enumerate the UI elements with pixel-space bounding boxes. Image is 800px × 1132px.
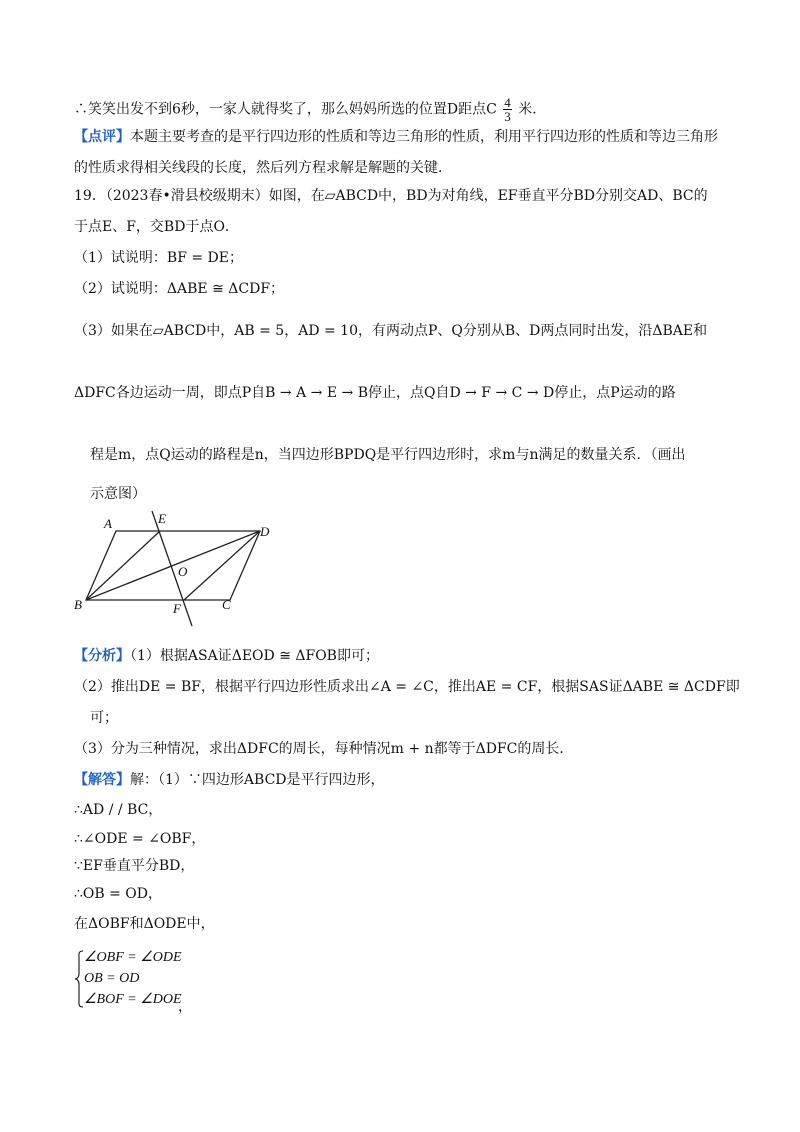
answer-tag: 【解答】 [74, 772, 130, 788]
text-line [74, 96, 738, 123]
segment-be [86, 531, 160, 600]
fraction [503, 96, 512, 123]
text-segment: ∴笑笑出发不到6秒，一家人就得奖了，那么妈妈所选的位置D距点C [74, 101, 497, 118]
text-line: 程是m，点Q运动的路程是n，当四边形BPDQ是平行四边形时，求m与n满足的数量关系．（画出 [90, 447, 686, 463]
text-line: （3）分为三种情况，求出ΔDFC的周长，每种情况m + n都等于ΔDFC的周长． [74, 741, 574, 757]
segment-df [184, 531, 260, 600]
text-line: 于点E、F，交BD于点O． [74, 219, 239, 235]
label-d: D [260, 524, 270, 539]
text-segment: 解：（1）∵四边形ABCD是平行四边形， [130, 772, 385, 788]
equation-text: ∠BOF = ∠DOE [84, 992, 182, 1007]
analysis-line [74, 646, 738, 666]
text-line: ΔDFC各边运动一周，即点P自B → A → E → B停止，点Q自D → F → C → D停止，点P运动的路 [74, 385, 676, 401]
system-equation: OB = OD [84, 971, 140, 986]
fraction-numerator: 4 [504, 95, 511, 110]
subquestion-3: （3）如果在▱ABCD中，AB = 5，AD = 10，有两动点P、Q分别从B、D两点同时出发，沿ΔBAE和 [74, 323, 708, 339]
punctuation: ， [178, 1000, 192, 1015]
fraction-denominator: 3 [504, 109, 511, 124]
text-segment: 米． [518, 101, 547, 118]
label-b: B [74, 597, 82, 612]
solution-step: 在ΔOBF和ΔODE中， [74, 916, 215, 932]
review-line [74, 127, 738, 147]
solution-step: ∴∠ODE = ∠OBF， [74, 831, 206, 847]
label-e: E [158, 511, 166, 526]
solution-step: ∵EF垂直平分BD， [74, 858, 195, 874]
question-title: 19．（2023春•滑县校级期末）如图，在▱ABCD中，BD为对角线，EF垂直平分BD分别交AD、BC的 [74, 188, 708, 204]
text-line: 可； [90, 710, 118, 726]
analysis-tag: 【分析】 [74, 648, 130, 664]
system-brace [74, 950, 84, 1008]
solution-step: ∴OB = OD， [74, 886, 163, 902]
solution-step: ∴AD / / BC， [74, 802, 163, 818]
text-line: 的性质求得相关线段的长度，然后列方程求解是解题的关键． [74, 160, 452, 176]
text-line: （2）推出DE = BF，根据平行四边形性质求出∠A = ∠C，推出AE = CF，根据SAS证ΔABE ≅ ΔCDF即 [74, 679, 740, 695]
text-line: 示意图） [90, 486, 146, 502]
parallelogram-figure [72, 508, 282, 628]
subquestion-1: （1）试说明：BF = DE； [74, 250, 243, 266]
label-a: A [104, 516, 112, 531]
review-tag: 【点评】 [74, 129, 130, 145]
system-equation [84, 990, 182, 1010]
answer-line [74, 770, 738, 790]
system-equation: ∠OBF = ∠ODE [84, 950, 182, 965]
text-segment: （1）根据ASA证ΔEOD ≅ ΔFOB即可； [130, 648, 379, 664]
label-c: C [222, 597, 231, 612]
subquestion-2: （2）试说明：ΔABE ≅ ΔCDF； [74, 281, 285, 297]
label-f: F [173, 601, 181, 616]
label-o: O [178, 564, 188, 579]
text-segment: 本题主要考查的是平行四边形的性质和等边三角形的性质，利用平行四边形的性质和等边三角形 [130, 129, 718, 145]
